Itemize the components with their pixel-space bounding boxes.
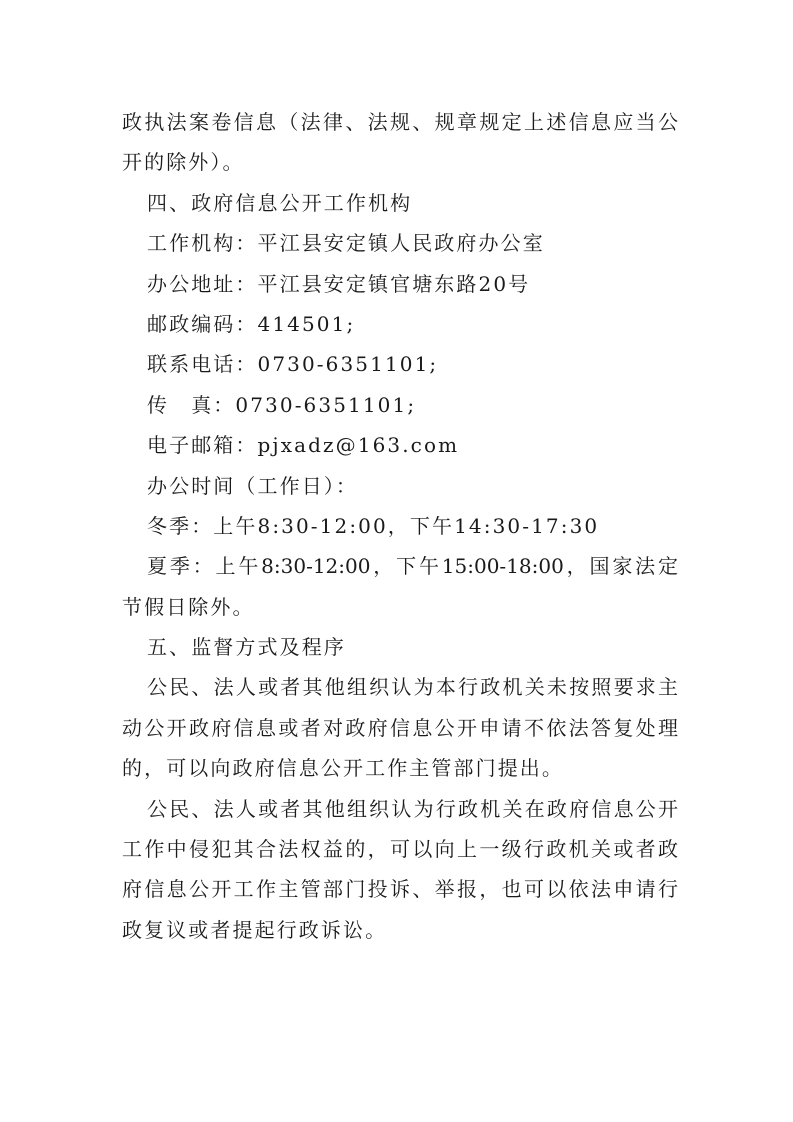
text-line: 开的除外）。 <box>122 150 245 175</box>
text-line: 办公地址：平江县安定镇官塘东路20号 <box>147 271 531 296</box>
text-line: 冬季：上午8:30-12:00，下午14:30-17:30 <box>147 513 600 538</box>
section-heading: 五、监督方式及程序 <box>147 635 346 660</box>
text-line: 电子邮箱：pjxadz@163.com <box>147 433 460 458</box>
text-line: 动公开政府信息或者对政府信息公开申请不依法答复处理 <box>122 715 678 740</box>
text-line: 夏季：上午8:30-12:00，下午15:00-18:00，国家法定 <box>147 554 678 579</box>
text-line: 政执法案卷信息（法律、法规、规章规定上述信息应当公 <box>122 110 678 134</box>
document-body <box>122 102 678 950</box>
text-line: 联系电话：0730-6351101; <box>147 352 439 377</box>
text-line: 办公时间（工作日）： <box>147 473 358 498</box>
text-line: 传 真：0730-6351101; <box>147 392 417 417</box>
text-line: 节假日除外。 <box>122 594 255 619</box>
text-line: 邮政编码：414501; <box>147 311 356 336</box>
section-heading: 四、政府信息公开工作机构 <box>147 190 413 215</box>
text-line: 府信息公开工作主管部门投诉、举报，也可以依法申请行 <box>122 877 678 902</box>
text-line: 的，可以向政府信息公开工作主管部门提出。 <box>122 756 564 781</box>
text-line: 工作机构：平江县安定镇人民政府办公室 <box>147 231 545 256</box>
text-line: 公民、法人或者其他组织认为行政机关在政府信息公开 <box>147 796 678 821</box>
text-line: 政复议或者提起行政诉讼。 <box>122 917 388 942</box>
text-line: 公民、法人或者其他组织认为本行政机关未按照要求主 <box>147 675 678 700</box>
text-line: 工作中侵犯其合法权益的，可以向上一级行政机关或者政 <box>122 837 678 862</box>
